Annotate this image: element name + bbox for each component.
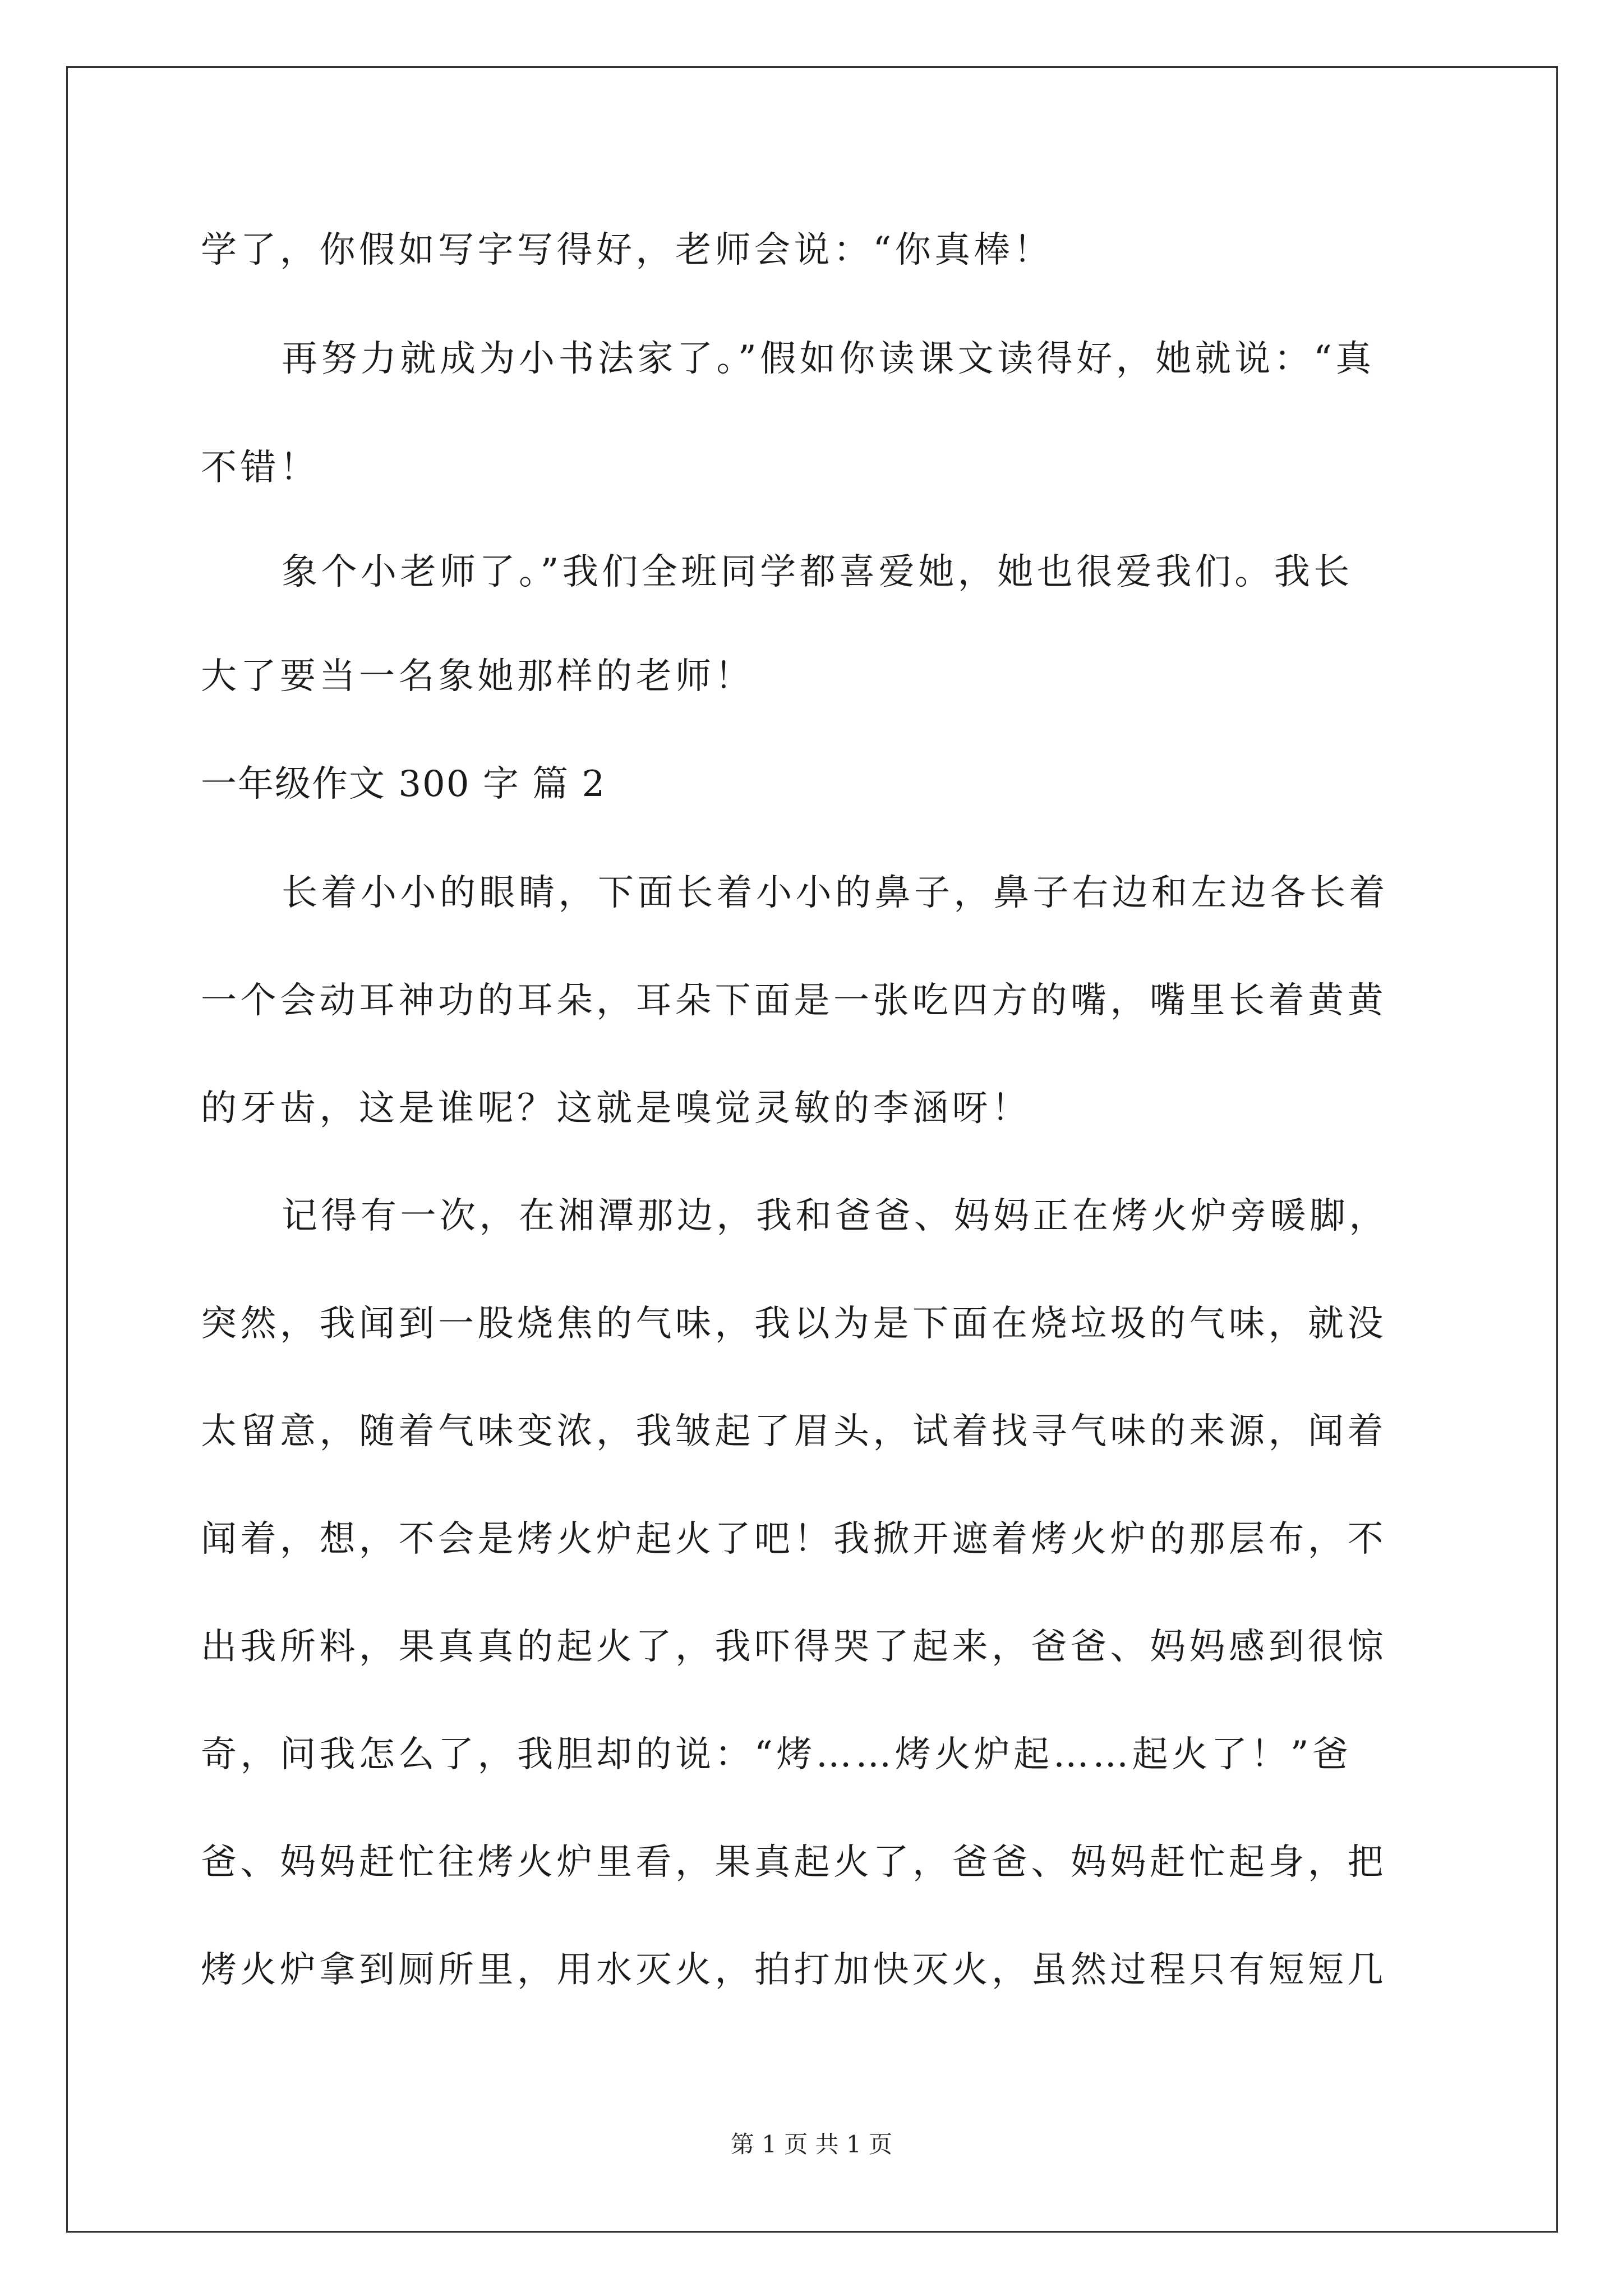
text-line: 不错！ [201,447,320,489]
text-line: 烤火炉拿到厕所里，用水灭火，拍打加快灭火，虽然过程只有短短几 [201,1949,1387,1991]
text-line: 象个小老师了。”我们全班同学都喜爱她，她也很爱我们。我长 [282,551,1353,593]
text-line: 突然，我闻到一股烧焦的气味，我以为是下面在烧垃圾的气味，就没 [201,1303,1387,1345]
text-line: 太留意，随着气味变浓，我皱起了眉头，试着找寻气味的来源，闻着 [201,1411,1387,1452]
text-line: 爸、妈妈赶忙往烤火炉里看，果真起火了，爸爸、妈妈赶忙起身，把 [201,1842,1387,1883]
text-line: 学了，你假如写字写得好，老师会说：“你真棒！ [201,229,1053,271]
text-line: 奇，问我怎么了，我胆却的说：“烤……烤火炉起……起火了！”爸 [201,1734,1352,1775]
section-heading: 一年级作文 300 字 篇 2 [201,763,606,805]
text-line: 出我所料，果真真的起火了，我吓得哭了起来，爸爸、妈妈感到很惊 [201,1626,1387,1668]
page-border [66,66,1558,2233]
text-line: 闻着，想，不会是烤火炉起火了吧！我掀开遮着烤火炉的那层布，不 [201,1519,1387,1560]
text-line: 记得有一次，在湘潭那边，我和爸爸、妈妈正在烤火炉旁暖脚， [282,1195,1389,1237]
text-line: 的牙齿，这是谁呢？这就是嗅觉灵敏的李涵呀！ [201,1088,1031,1129]
text-line: 大了要当一名象她那样的老师！ [201,656,754,697]
text-line: 长着小小的眼睛，下面长着小小的鼻子，鼻子右边和左边各长着 [282,872,1389,914]
text-line: 再努力就成为小书法家了。”假如你读课文读得好，她就说：“真 [282,338,1375,380]
page-footer: 第 1 页 共 1 页 [730,2131,893,2158]
text-line: 一个会动耳神功的耳朵，耳朵下面是一张吃四方的嘴，嘴里长着黄黄 [201,980,1387,1022]
